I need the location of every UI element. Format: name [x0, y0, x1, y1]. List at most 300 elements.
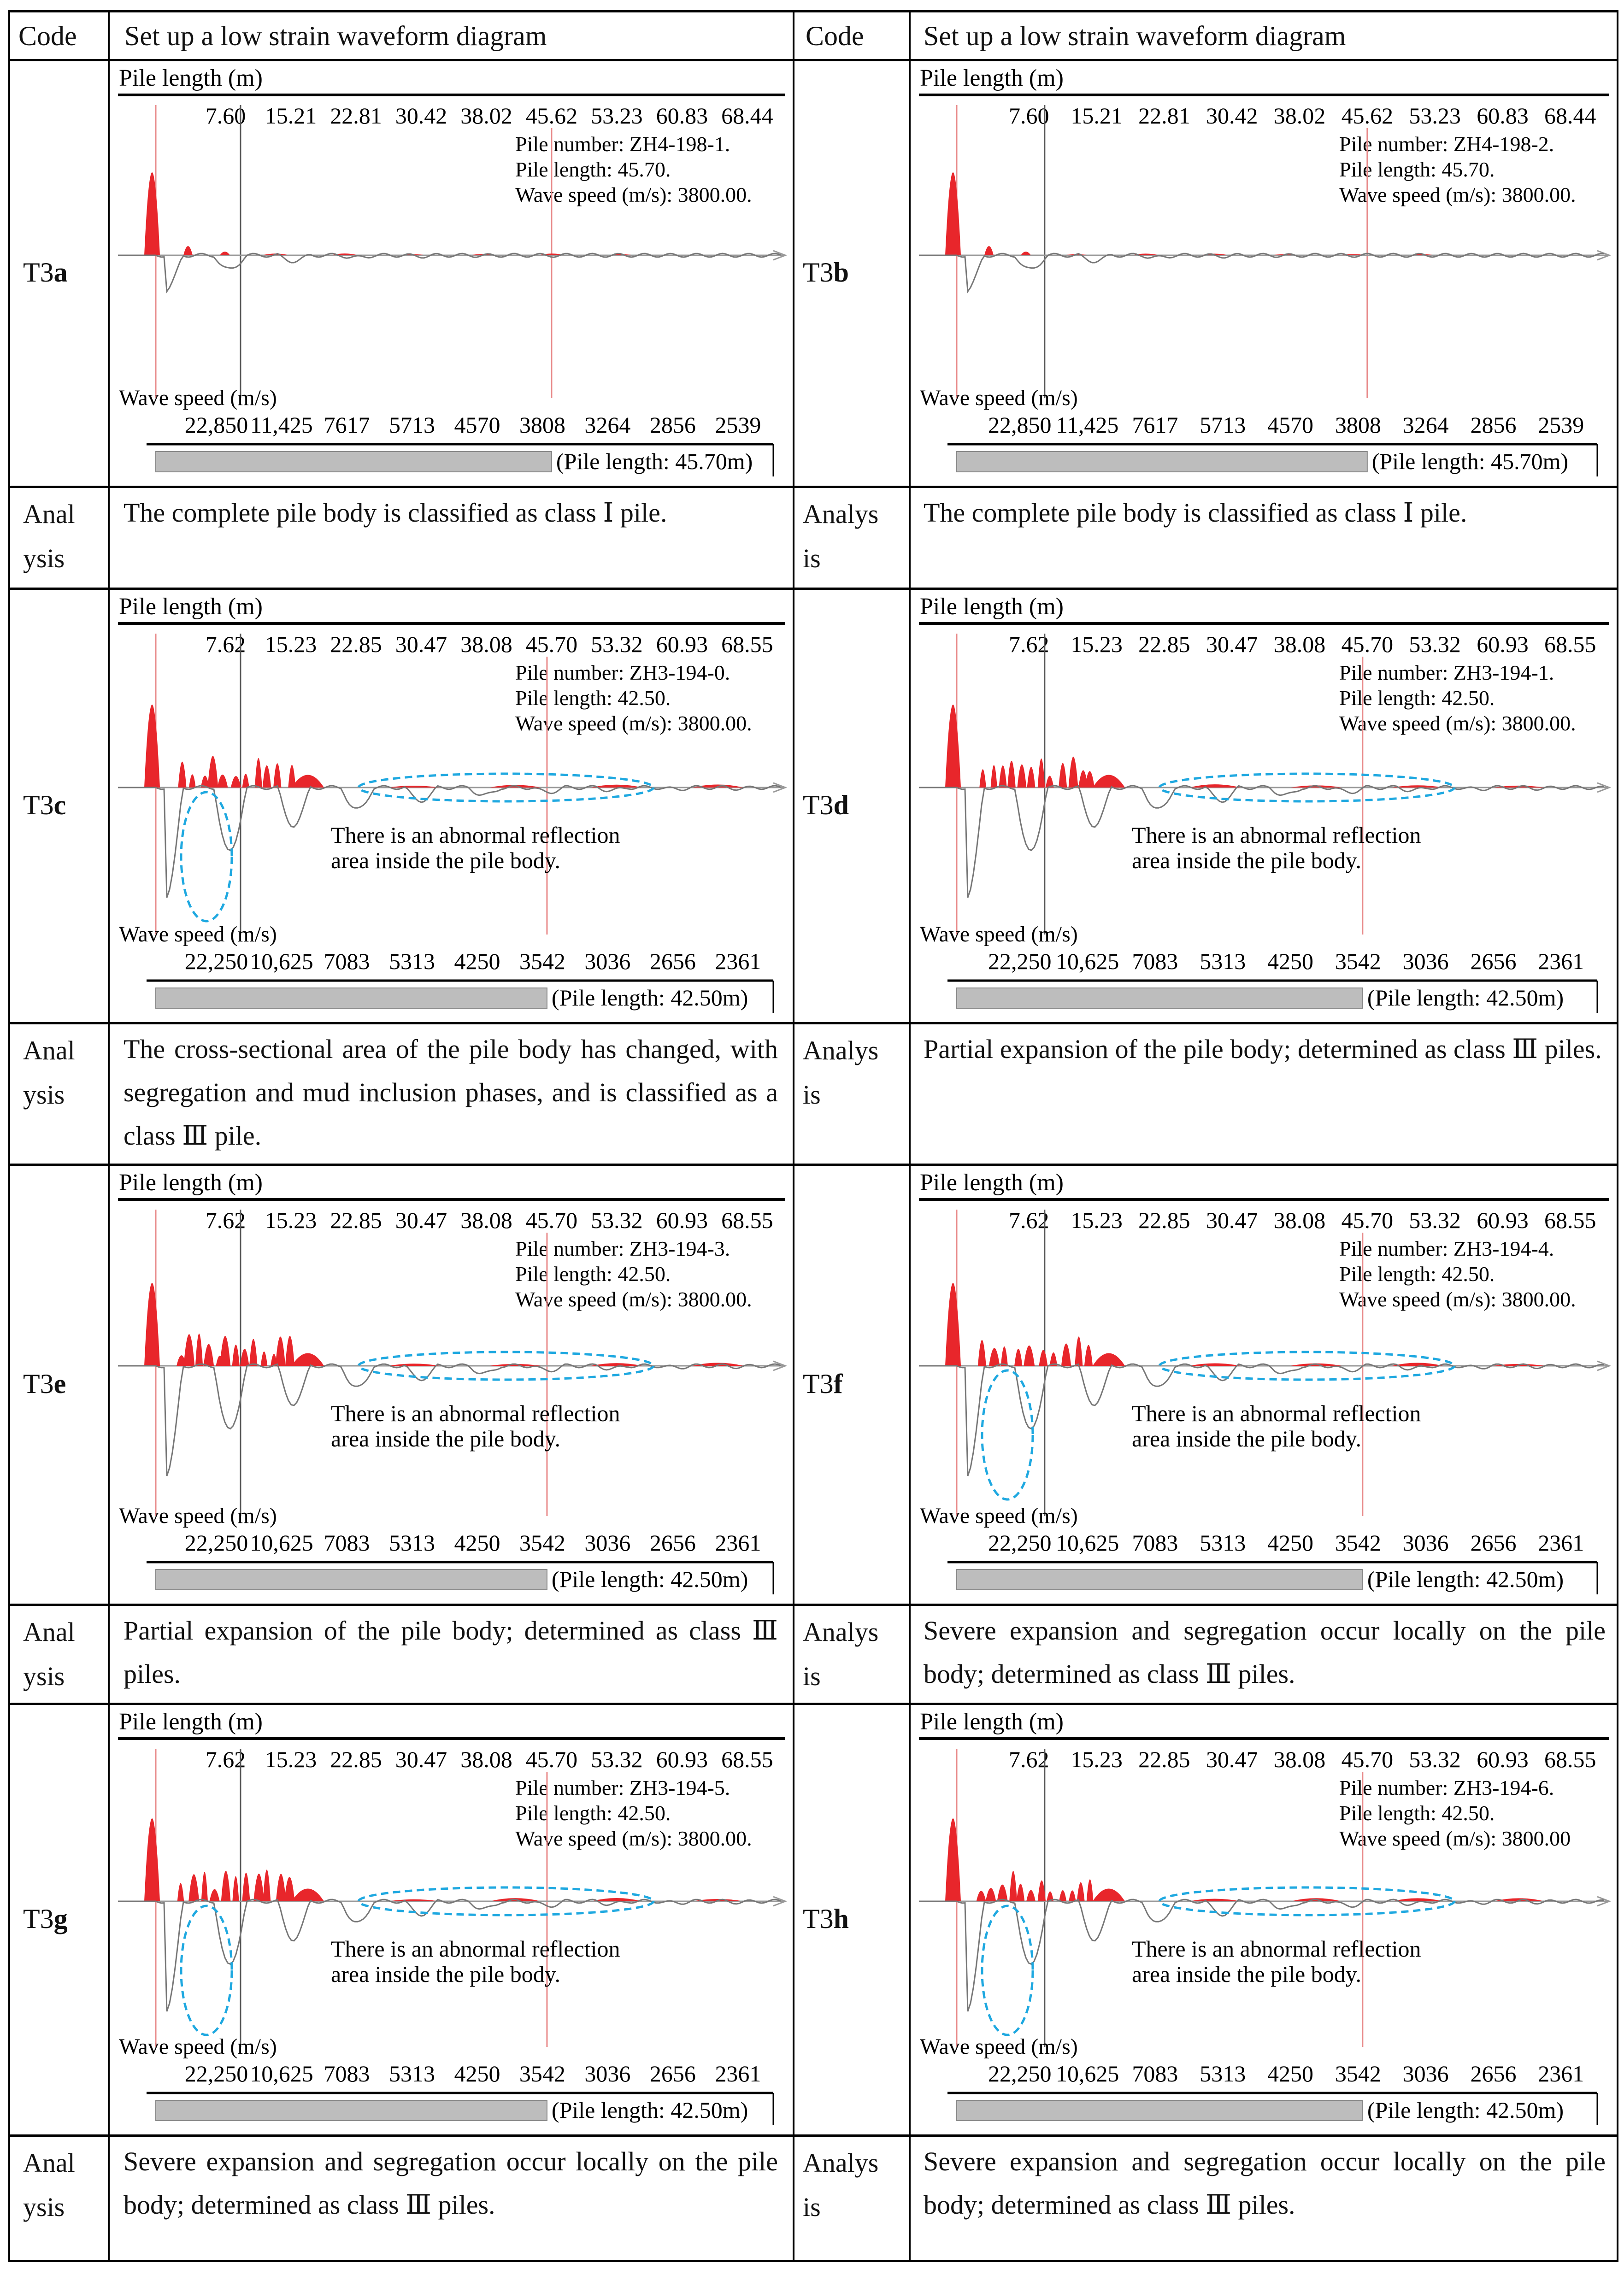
- abnormal-note-line1: There is an abnormal reflection: [1132, 1400, 1421, 1426]
- speed-tick-label: 3542: [1335, 948, 1381, 974]
- speed-tick-label: 10,625: [1055, 948, 1119, 974]
- analysis-label: Anal ysis: [23, 499, 75, 573]
- pile-length-bar: [957, 452, 1367, 472]
- speed-tick-label: 22,250: [184, 2061, 248, 2087]
- speed-tick-label: 3036: [584, 948, 631, 974]
- speed-tick-label: 4250: [1267, 1530, 1314, 1556]
- speed-tick-label: 3808: [519, 412, 565, 438]
- length-tick-label: 15.23: [1071, 1207, 1123, 1233]
- length-tick-label: 53.32: [591, 1746, 643, 1772]
- pile-length-bar: [156, 988, 547, 1008]
- speed-tick-label: 5313: [1200, 1530, 1246, 1556]
- reflection-lobe: [242, 774, 249, 788]
- abnormal-note-line1: There is an abnormal reflection: [331, 1936, 620, 1962]
- pile-length-label: Pile length: 42.50.: [1339, 686, 1495, 710]
- length-tick-label: 30.42: [395, 103, 447, 129]
- waveform-trace: [919, 253, 1604, 292]
- abnormal-near-head-ellipse: [181, 1906, 232, 2035]
- reflection-lobe: [977, 1891, 986, 1901]
- analysis-text: Severe expansion and segregation occur locally on the pile body; determined as class Ⅲ piles.: [924, 1616, 1606, 1689]
- speed-tick-label: 7617: [1132, 412, 1178, 438]
- length-tick-label: 30.47: [1206, 1207, 1258, 1233]
- speed-tick-label: 4250: [454, 948, 500, 974]
- speed-tick-label: 4250: [1267, 948, 1314, 974]
- reflection-lobe: [978, 1340, 986, 1366]
- reflection-lobe: [284, 1877, 295, 1901]
- abnormal-near-head-ellipse: [181, 792, 232, 921]
- wave-speed-axis-title: Wave speed (m/s): [920, 1504, 1078, 1528]
- length-tick-label: 22.85: [1138, 631, 1190, 657]
- reflection-lobe: [1059, 1890, 1066, 1901]
- reflection-lobe: [999, 765, 1007, 788]
- length-tick-label: 60.93: [1477, 1207, 1529, 1233]
- pile-length-label: Pile length: 42.50.: [515, 686, 671, 710]
- speed-tick-label: 3036: [584, 2061, 631, 2087]
- length-tick-label: 7.60: [205, 103, 246, 129]
- length-tick-label: 68.55: [1544, 631, 1596, 657]
- speed-tick-label: 4250: [454, 1530, 500, 1556]
- length-tick-label: 45.70: [525, 1746, 578, 1772]
- analysis-label: Anal ysis: [23, 1035, 75, 1110]
- waveform-plot: [911, 1703, 1616, 2134]
- analysis-label: Anal ysis: [23, 2148, 75, 2222]
- length-tick-label: 53.32: [1409, 1207, 1461, 1233]
- length-tick-label: 30.47: [395, 1746, 447, 1772]
- panel-code: [23, 789, 66, 821]
- pile-length-bar: [957, 1569, 1363, 1590]
- table-rule: [8, 10, 1618, 12]
- abnormal-note-line2: area inside the pile body.: [331, 1961, 560, 1987]
- length-tick-label: 38.08: [1273, 1207, 1326, 1233]
- speed-tick-label: 3036: [584, 1530, 631, 1556]
- abnormal-note-line2: area inside the pile body.: [331, 847, 560, 873]
- speed-tick-label: 2361: [1538, 948, 1584, 974]
- analysis-label: Analys is: [803, 1617, 879, 1691]
- table-rule: [8, 486, 1618, 488]
- reflection-lobe: [388, 786, 439, 788]
- speed-tick-label: 7083: [1132, 1530, 1178, 1556]
- length-tick-label: 38.02: [1273, 103, 1326, 129]
- reflection-lobe: [1392, 1898, 1443, 1901]
- panel-code: [23, 1903, 68, 1935]
- speed-tick-label: 7083: [1132, 2061, 1178, 2087]
- length-tick-label: 53.32: [591, 1207, 643, 1233]
- speed-tick-label: 3542: [1335, 1530, 1381, 1556]
- length-tick-label: 7.62: [205, 631, 246, 657]
- pile-length-footer: (Pile length: 42.50m): [1367, 985, 1564, 1011]
- length-tick-label: 38.08: [460, 1207, 512, 1233]
- reflection-lobe: [220, 1336, 230, 1366]
- pile-number-label: Pile number: ZH3-194-5.: [515, 1776, 730, 1799]
- speed-tick-label: 2361: [1538, 2061, 1584, 2087]
- wave-speed-label: Wave speed (m/s): 3800.00.: [515, 1827, 752, 1850]
- panel-code-letter: d: [833, 789, 849, 820]
- pile-length-label: Pile length: 45.70.: [515, 158, 671, 181]
- speed-tick-label: 2656: [1470, 1530, 1517, 1556]
- speed-tick-label: 2361: [715, 1530, 761, 1556]
- analysis-label: Analys is: [803, 2148, 879, 2222]
- reflection-lobe: [292, 775, 324, 788]
- length-tick-label: 68.55: [721, 1207, 773, 1233]
- waveform-plot: [911, 1164, 1616, 1604]
- speed-tick-label: 10,625: [250, 948, 313, 974]
- reflection-lobe: [591, 1898, 642, 1901]
- reflection-lobe: [253, 1874, 264, 1901]
- waveform-trace: [118, 253, 781, 292]
- wave-speed-label: Wave speed (m/s): 3800.00.: [515, 183, 752, 206]
- reflection-lobe: [1075, 1336, 1083, 1366]
- reflection-lobe: [979, 769, 986, 788]
- length-tick-label: 7.62: [205, 1207, 246, 1233]
- length-tick-label: 38.08: [460, 1746, 512, 1772]
- speed-tick-label: 2656: [1470, 948, 1517, 974]
- length-tick-label: 53.32: [1409, 631, 1461, 657]
- speed-tick-label: 7083: [324, 948, 370, 974]
- length-tick-label: 7.62: [1009, 1207, 1049, 1233]
- pile-length-footer: (Pile length: 42.50m): [1367, 2097, 1564, 2123]
- panel-code: [803, 257, 849, 288]
- pile-number-label: Pile number: ZH3-194-1.: [1339, 661, 1554, 684]
- length-tick-label: 15.21: [1071, 103, 1123, 129]
- speed-tick-label: 4250: [1267, 2061, 1314, 2087]
- reflection-lobe: [220, 252, 230, 255]
- length-tick-label: 38.08: [460, 631, 512, 657]
- pile-length-bar: [957, 2100, 1363, 2121]
- panel-code: [23, 257, 68, 288]
- pile-number-label: Pile number: ZH3-194-3.: [515, 1237, 730, 1260]
- pile-length-bar: [156, 1569, 547, 1590]
- speed-tick-label: 7083: [324, 1530, 370, 1556]
- reflection-lobe: [1392, 1363, 1443, 1366]
- pile-length-footer: (Pile length: 45.70m): [556, 448, 753, 474]
- length-tick-label: 22.85: [330, 631, 382, 657]
- reflection-lobe: [292, 1353, 324, 1366]
- length-tick-label: 60.93: [1477, 1746, 1529, 1772]
- reflection-lobe: [1059, 763, 1067, 788]
- reflection-lobe: [997, 1885, 1008, 1901]
- length-tick-label: 15.23: [265, 1207, 317, 1233]
- speed-tick-label: 5313: [388, 2061, 435, 2087]
- table-rule: [8, 2260, 1618, 2262]
- reflection-lobe: [144, 705, 160, 788]
- reflection-lobe: [261, 1352, 268, 1366]
- wave-speed-label: Wave speed (m/s): 3800.00.: [1339, 1287, 1576, 1311]
- analysis-label: Analys is: [803, 1035, 879, 1110]
- table-rule: [8, 1604, 1618, 1606]
- speed-tick-label: 3036: [1402, 2061, 1449, 2087]
- reflection-lobe: [388, 1364, 439, 1366]
- pile-length-axis-title: Pile length (m): [920, 65, 1064, 91]
- pile-length-footer: (Pile length: 42.50m): [551, 1566, 748, 1592]
- panel-code-letter: c: [53, 789, 66, 820]
- speed-tick-label: 7083: [324, 2061, 370, 2087]
- speed-tick-label: 22,250: [184, 948, 248, 974]
- reflection-lobe: [1084, 1345, 1093, 1366]
- reflection-lobe: [1085, 771, 1094, 788]
- analysis-text: The cross-sectional area of the pile body has changed, with segregation and mud inclusion phases, and is classified as a class Ⅲ pile.: [124, 1034, 778, 1151]
- length-tick-label: 7.62: [1009, 631, 1049, 657]
- reflection-lobe: [1001, 1346, 1008, 1366]
- reflection-lobe: [986, 1888, 996, 1901]
- reflection-lobe: [1087, 1879, 1094, 1901]
- pile-length-label: Pile length: 42.50.: [515, 1262, 671, 1286]
- length-tick-label: 7.62: [1009, 1746, 1049, 1772]
- length-tick-label: 60.83: [1477, 103, 1529, 129]
- reflection-lobe: [231, 776, 241, 788]
- speed-tick-label: 2856: [1470, 412, 1517, 438]
- pile-number-label: Pile number: ZH3-194-0.: [515, 661, 730, 684]
- speed-tick-label: 5313: [1200, 948, 1246, 974]
- reflection-lobe: [1093, 1889, 1125, 1902]
- panel-code-prefix: T3: [803, 789, 834, 820]
- length-tick-label: 15.23: [265, 1746, 317, 1772]
- reflection-lobe: [1021, 252, 1031, 255]
- pile-length-label: Pile length: 42.50.: [515, 1801, 671, 1825]
- pile-length-label: Pile length: 42.50.: [1339, 1801, 1495, 1825]
- reflection-lobe: [1189, 1899, 1240, 1901]
- abnormal-near-head-ellipse: [982, 1906, 1033, 2035]
- reflection-lobe: [945, 1283, 961, 1366]
- speed-tick-label: 5313: [1200, 2061, 1246, 2087]
- speed-tick-label: 22,250: [988, 1530, 1052, 1556]
- length-tick-label: 68.44: [721, 103, 773, 129]
- wave-speed-axis-title: Wave speed (m/s): [119, 1504, 277, 1528]
- column-rule: [8, 10, 10, 2260]
- reflection-lobe: [1017, 764, 1026, 788]
- speed-tick-label: 3036: [1402, 948, 1449, 974]
- waveform-plot: [110, 59, 792, 486]
- length-tick-label: 30.47: [1206, 631, 1258, 657]
- speed-tick-label: 3036: [1402, 1530, 1449, 1556]
- pile-number-label: Pile number: ZH4-198-2.: [1339, 132, 1554, 156]
- length-tick-label: 30.47: [395, 631, 447, 657]
- wave-speed-axis-title: Wave speed (m/s): [119, 922, 277, 946]
- wave-speed-axis-title: Wave speed (m/s): [920, 922, 1078, 946]
- reflection-lobe: [945, 172, 961, 255]
- pile-length-axis-title: Pile length (m): [119, 1709, 263, 1735]
- length-tick-label: 15.23: [1071, 631, 1123, 657]
- length-tick-label: 15.23: [265, 631, 317, 657]
- reflection-lobe: [144, 1283, 160, 1366]
- length-tick-label: 53.23: [1409, 103, 1461, 129]
- column-rule: [909, 10, 911, 2260]
- speed-tick-label: 3808: [1335, 412, 1381, 438]
- analysis-label: Analys is: [803, 499, 879, 573]
- length-tick-label: 30.47: [395, 1207, 447, 1233]
- length-tick-label: 45.70: [525, 1207, 578, 1233]
- length-tick-label: 38.02: [460, 103, 512, 129]
- wave-speed-axis-title: Wave speed (m/s): [119, 2034, 277, 2059]
- pile-length-axis-title: Pile length (m): [119, 1170, 263, 1196]
- analysis-text: The complete pile body is classified as class Ⅰ pile.: [924, 498, 1467, 528]
- length-tick-label: 68.44: [1544, 103, 1596, 129]
- analysis-text: Severe expansion and segregation occur locally on the pile body; determined as class Ⅲ piles.: [924, 2146, 1606, 2220]
- waveform-plot: [110, 1164, 792, 1604]
- speed-tick-label: 2656: [649, 2061, 696, 2087]
- header-title-right: Set up a low strain waveform diagram: [924, 21, 1346, 51]
- reflection-lobe: [221, 1871, 231, 1901]
- speed-tick-label: 22,850: [988, 412, 1052, 438]
- wave-speed-label: Wave speed (m/s): 3800.00.: [515, 1287, 752, 1311]
- speed-tick-label: 2856: [649, 412, 696, 438]
- wave-speed-axis-title: Wave speed (m/s): [920, 2034, 1078, 2059]
- wave-speed-axis-title: Wave speed (m/s): [920, 386, 1078, 410]
- reflection-lobe: [210, 1889, 220, 1901]
- abnormal-note-line1: There is an abnormal reflection: [1132, 1936, 1421, 1962]
- length-tick-label: 45.70: [1341, 631, 1394, 657]
- length-tick-label: 53.23: [591, 103, 643, 129]
- reflection-lobe: [1069, 757, 1078, 788]
- length-tick-label: 45.62: [525, 103, 578, 129]
- panel-code-prefix: T3: [803, 1903, 834, 1934]
- length-tick-label: 7.60: [1009, 103, 1049, 129]
- reflection-lobe: [242, 1873, 250, 1901]
- length-tick-label: 22.85: [330, 1746, 382, 1772]
- reflection-lobe: [1009, 1871, 1017, 1901]
- analysis-text: Partial expansion of the pile body; determined as class Ⅲ piles.: [124, 1616, 778, 1689]
- panel-code-prefix: T3: [23, 1903, 54, 1934]
- reflection-lobe: [1039, 1350, 1048, 1366]
- panel-code-prefix: T3: [803, 1368, 834, 1399]
- speed-tick-label: 2539: [715, 412, 761, 438]
- reflection-lobe: [388, 1899, 439, 1901]
- reflection-lobe: [991, 765, 997, 788]
- speed-tick-label: 22,250: [184, 1530, 248, 1556]
- reflection-lobe: [1026, 1890, 1036, 1901]
- reflection-lobe: [1024, 1346, 1035, 1366]
- analysis-label: Anal ysis: [23, 1617, 75, 1691]
- panel-code-letter: e: [53, 1368, 66, 1399]
- reflection-lobe: [1038, 758, 1045, 788]
- speed-tick-label: 3264: [584, 412, 631, 438]
- pile-length-axis-title: Pile length (m): [119, 65, 263, 91]
- speed-tick-label: 2361: [1538, 1530, 1584, 1556]
- pile-length-footer: (Pile length: 42.50m): [551, 985, 748, 1011]
- reflection-lobe: [144, 172, 160, 255]
- length-tick-label: 68.55: [1544, 1207, 1596, 1233]
- abnormal-note-line1: There is an abnormal reflection: [331, 1400, 620, 1426]
- speed-tick-label: 10,625: [1055, 2061, 1119, 2087]
- speed-tick-label: 3542: [519, 948, 565, 974]
- speed-tick-label: 2539: [1538, 412, 1584, 438]
- speed-tick-label: 2656: [1470, 2061, 1517, 2087]
- column-rule: [108, 10, 110, 2260]
- length-tick-label: 45.70: [1341, 1746, 1394, 1772]
- wave-speed-label: Wave speed (m/s): 3800.00.: [1339, 183, 1576, 206]
- speed-tick-label: 2656: [649, 1530, 696, 1556]
- reflection-lobe: [292, 1889, 324, 1902]
- speed-tick-label: 2361: [715, 2061, 761, 2087]
- pile-length-label: Pile length: 42.50.: [1339, 1262, 1495, 1286]
- length-tick-label: 53.32: [1409, 1746, 1461, 1772]
- column-rule: [793, 10, 794, 2260]
- length-tick-label: 15.21: [265, 103, 317, 129]
- reflection-lobe: [1189, 784, 1240, 788]
- speed-tick-label: 3264: [1402, 412, 1449, 438]
- reflection-lobe: [1392, 785, 1443, 788]
- speed-tick-label: 3542: [519, 2061, 565, 2087]
- length-tick-label: 68.55: [721, 1746, 773, 1772]
- length-tick-label: 45.70: [525, 631, 578, 657]
- speed-tick-label: 4570: [1267, 412, 1314, 438]
- reflection-lobe: [255, 758, 262, 788]
- reflection-lobe: [204, 1344, 214, 1366]
- speed-tick-label: 3542: [1335, 2061, 1381, 2087]
- speed-tick-label: 11,425: [1056, 412, 1119, 438]
- pile-length-footer: (Pile length: 45.70m): [1371, 448, 1569, 474]
- reflection-lobe: [591, 785, 642, 788]
- reflection-lobe: [195, 1334, 203, 1366]
- wave-speed-axis-title: Wave speed (m/s): [119, 386, 277, 410]
- speed-tick-label: 5713: [388, 412, 435, 438]
- pile-length-axis-title: Pile length (m): [920, 1170, 1064, 1196]
- analysis-text: Severe expansion and segregation occur locally on the pile body; determined as class Ⅲ piles.: [124, 2146, 778, 2220]
- table-rule: [8, 59, 1618, 61]
- wave-speed-label: Wave speed (m/s): 3800.00: [1339, 1827, 1571, 1850]
- length-tick-label: 60.93: [656, 1207, 708, 1233]
- reflection-lobe: [144, 1818, 160, 1901]
- reflection-lobe: [984, 246, 994, 255]
- wave-speed-label: Wave speed (m/s): 3800.00.: [515, 711, 752, 735]
- reflection-lobe: [218, 775, 228, 788]
- pile-length-bar: [156, 2100, 547, 2121]
- length-tick-label: 15.23: [1071, 1746, 1123, 1772]
- abnormal-near-head-ellipse: [982, 1370, 1033, 1499]
- panel-code-letter: a: [53, 257, 68, 288]
- analysis-text: The complete pile body is classified as class Ⅰ pile.: [124, 498, 667, 528]
- speed-tick-label: 5313: [388, 1530, 435, 1556]
- length-tick-label: 22.85: [330, 1207, 382, 1233]
- reflection-lobe: [263, 765, 271, 788]
- length-tick-label: 22.81: [1138, 103, 1190, 129]
- length-tick-label: 68.55: [1544, 1746, 1596, 1772]
- length-tick-label: 30.47: [1206, 1746, 1258, 1772]
- length-tick-label: 60.93: [656, 1746, 708, 1772]
- length-tick-label: 22.81: [330, 103, 382, 129]
- pile-number-label: Pile number: ZH3-194-6.: [1339, 1776, 1554, 1799]
- table-rule: [8, 1164, 1618, 1166]
- speed-tick-label: 10,625: [1055, 1530, 1119, 1556]
- speed-tick-label: 2656: [649, 948, 696, 974]
- reflection-lobe: [276, 1874, 286, 1901]
- abnormal-note-line2: area inside the pile body.: [1132, 847, 1361, 873]
- panel-code-prefix: T3: [23, 1368, 54, 1399]
- length-tick-label: 53.32: [591, 631, 643, 657]
- length-tick-label: 38.08: [1273, 1746, 1326, 1772]
- reflection-lobe: [1017, 1884, 1025, 1901]
- waveform-plot: [110, 588, 792, 1022]
- reflection-lobe: [201, 1872, 208, 1901]
- panel-code-letter: b: [833, 257, 849, 288]
- panel-code: [803, 1368, 843, 1400]
- reflection-lobe: [207, 756, 218, 788]
- length-tick-label: 68.55: [721, 631, 773, 657]
- pile-length-axis-title: Pile length (m): [119, 594, 263, 620]
- table-rule: [8, 1022, 1618, 1024]
- reflection-lobe: [240, 1349, 249, 1366]
- pile-length-label: Pile length: 45.70.: [1339, 158, 1495, 181]
- length-tick-label: 45.70: [1341, 1207, 1394, 1233]
- reflection-lobe: [1093, 1353, 1125, 1366]
- panel-code-prefix: T3: [803, 257, 834, 288]
- reflection-lobe: [177, 1883, 184, 1901]
- pile-number-label: Pile number: ZH4-198-1.: [515, 132, 730, 156]
- header-code-right: Code: [806, 21, 864, 51]
- panel-code-letter: h: [833, 1903, 849, 1934]
- table-rule: [8, 1703, 1618, 1705]
- column-rule: [1617, 10, 1618, 2260]
- reflection-lobe: [591, 1363, 642, 1366]
